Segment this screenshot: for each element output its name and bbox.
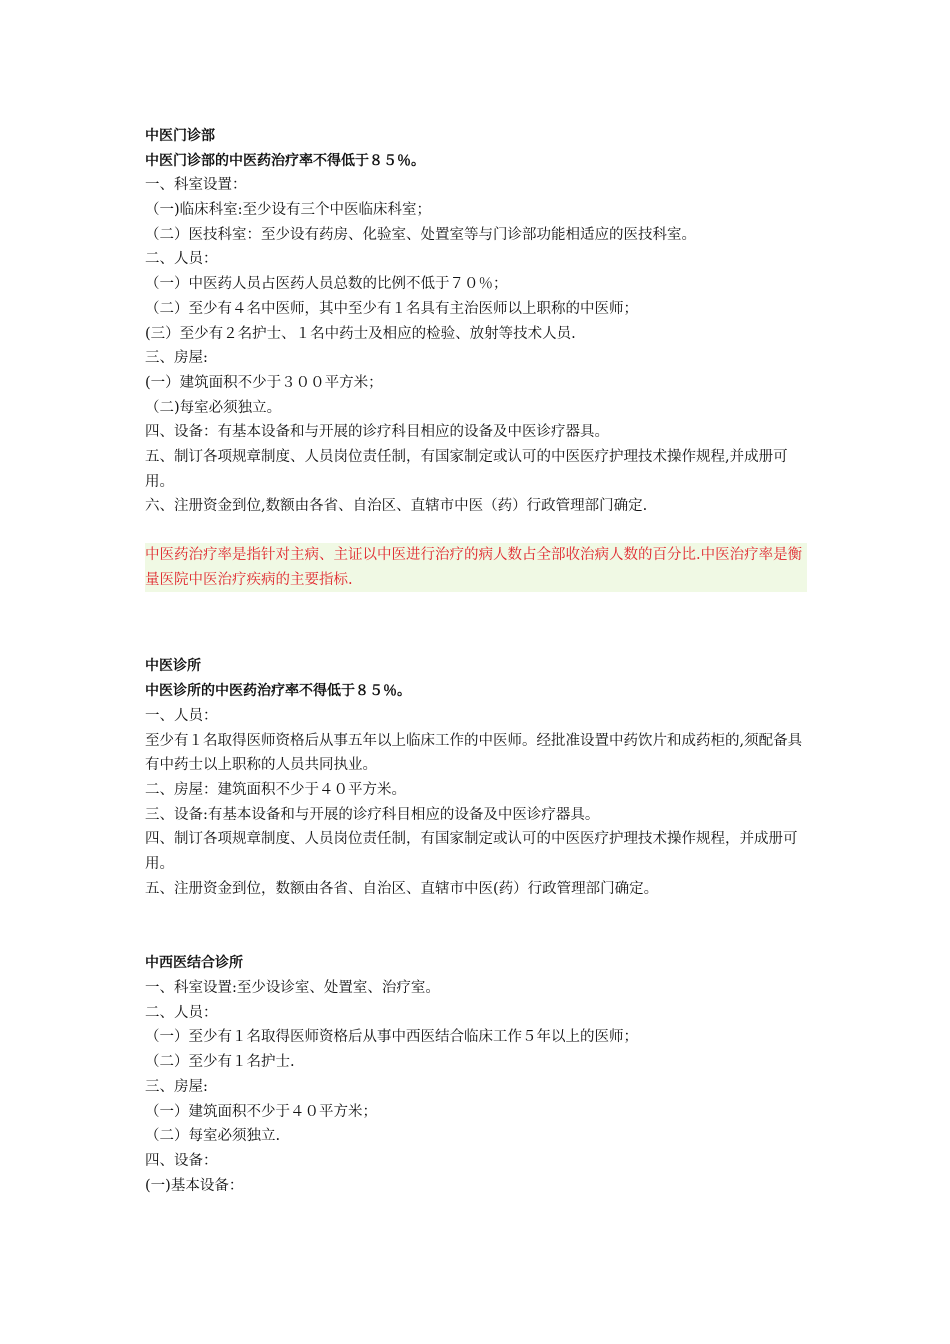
text-line: 三、设备:有基本设备和与开展的诊疗科目相应的设备及中医诊疗器具。 — [145, 806, 600, 823]
text-line: 二、人员： — [145, 1004, 218, 1021]
text-line: (一）建筑面积不少于３００平方米； — [145, 374, 383, 391]
text-line: 三、房屋: — [145, 1078, 208, 1095]
text-line: 一、科室设置： — [145, 177, 247, 194]
text-line: 二、人员： — [145, 251, 218, 268]
text-line: 六、注册资金到位,数额由各省、自治区、直辖市中医（药）行政管理部门确定. — [145, 498, 648, 515]
text-line: (一)基本设备： — [145, 1177, 244, 1194]
text-line: （二）每室必须独立. — [145, 1128, 281, 1145]
section-title: 中西医结合诊所 — [145, 955, 243, 972]
section-subtitle: 中医诊所的中医药治疗率不得低于８５％。 — [145, 683, 411, 700]
text-line: 二、房屋：建筑面积不少于４０平方米。 — [145, 781, 406, 798]
text-paragraph: 至少有１名取得医师资格后从事五年以上临床工作的中医师。经批准设置中药饮片和成药柜的,须配备具有中药士以上职称的人员共同执业。 — [145, 732, 803, 774]
text-line: （一）中医药人员占医药人员总数的比例不低于７０％； — [145, 276, 508, 293]
text-line: (三）至少有２名护士、１名中药士及相应的检验、放射等技术人员. — [145, 325, 576, 342]
text-line: （一）建筑面积不少于４０平方米； — [145, 1103, 377, 1120]
text-line: 四、设备：有基本设备和与开展的诊疗科目相应的设备及中医诊疗器具。 — [145, 424, 609, 441]
section-title: 中医诊所 — [145, 658, 201, 675]
text-paragraph: 四、制订各项规章制度、人员岗位责任制，有国家制定或认可的中医医疗护理技术操作规程，并成册可用。 — [145, 831, 798, 872]
text-line: 一、人员： — [145, 707, 218, 724]
section-subtitle: 中医门诊部的中医药治疗率不得低于８５％。 — [145, 152, 425, 169]
text-line: （二)每室必须独立。 — [145, 399, 282, 416]
text-line: 四、设备： — [145, 1152, 218, 1169]
text-line: （二）医技科室：至少设有药房、化验室、处置室等与门诊部功能相适应的医技科室。 — [145, 226, 696, 243]
text-line: 一、科室设置:至少设诊室、处置室、治疗室。 — [145, 980, 440, 997]
text-paragraph: 五、制订各项规章制度、人员岗位责任制，有国家制定或认可的中医医疗护理技术操作规程,并成册可用。 — [145, 448, 788, 490]
document-page — [145, 124, 807, 1198]
text-line: 三、房屋: — [145, 350, 208, 367]
highlighted-note: 中医药治疗率是指针对主病、主证以中医进行治疗的病人数占全部收治病人数的百分比.中医治疗率是衡量医院中医治疗疾病的主要指标. — [145, 543, 807, 592]
text-line: 五、注册资金到位，数额由各省、自治区、直辖市中医(药）行政管理部门确定。 — [145, 880, 659, 897]
text-line: （二）至少有１名护士. — [145, 1054, 295, 1071]
text-line: （二）至少有４名中医师，其中至少有１名具有主治医师以上职称的中医师； — [145, 300, 638, 317]
section-title: 中医门诊部 — [145, 128, 215, 144]
text-line: （一)临床科室:至少设有三个中医临床科室； — [145, 202, 432, 219]
text-line: （一）至少有１名取得医师资格后从事中西医结合临床工作５年以上的医师； — [145, 1029, 638, 1046]
